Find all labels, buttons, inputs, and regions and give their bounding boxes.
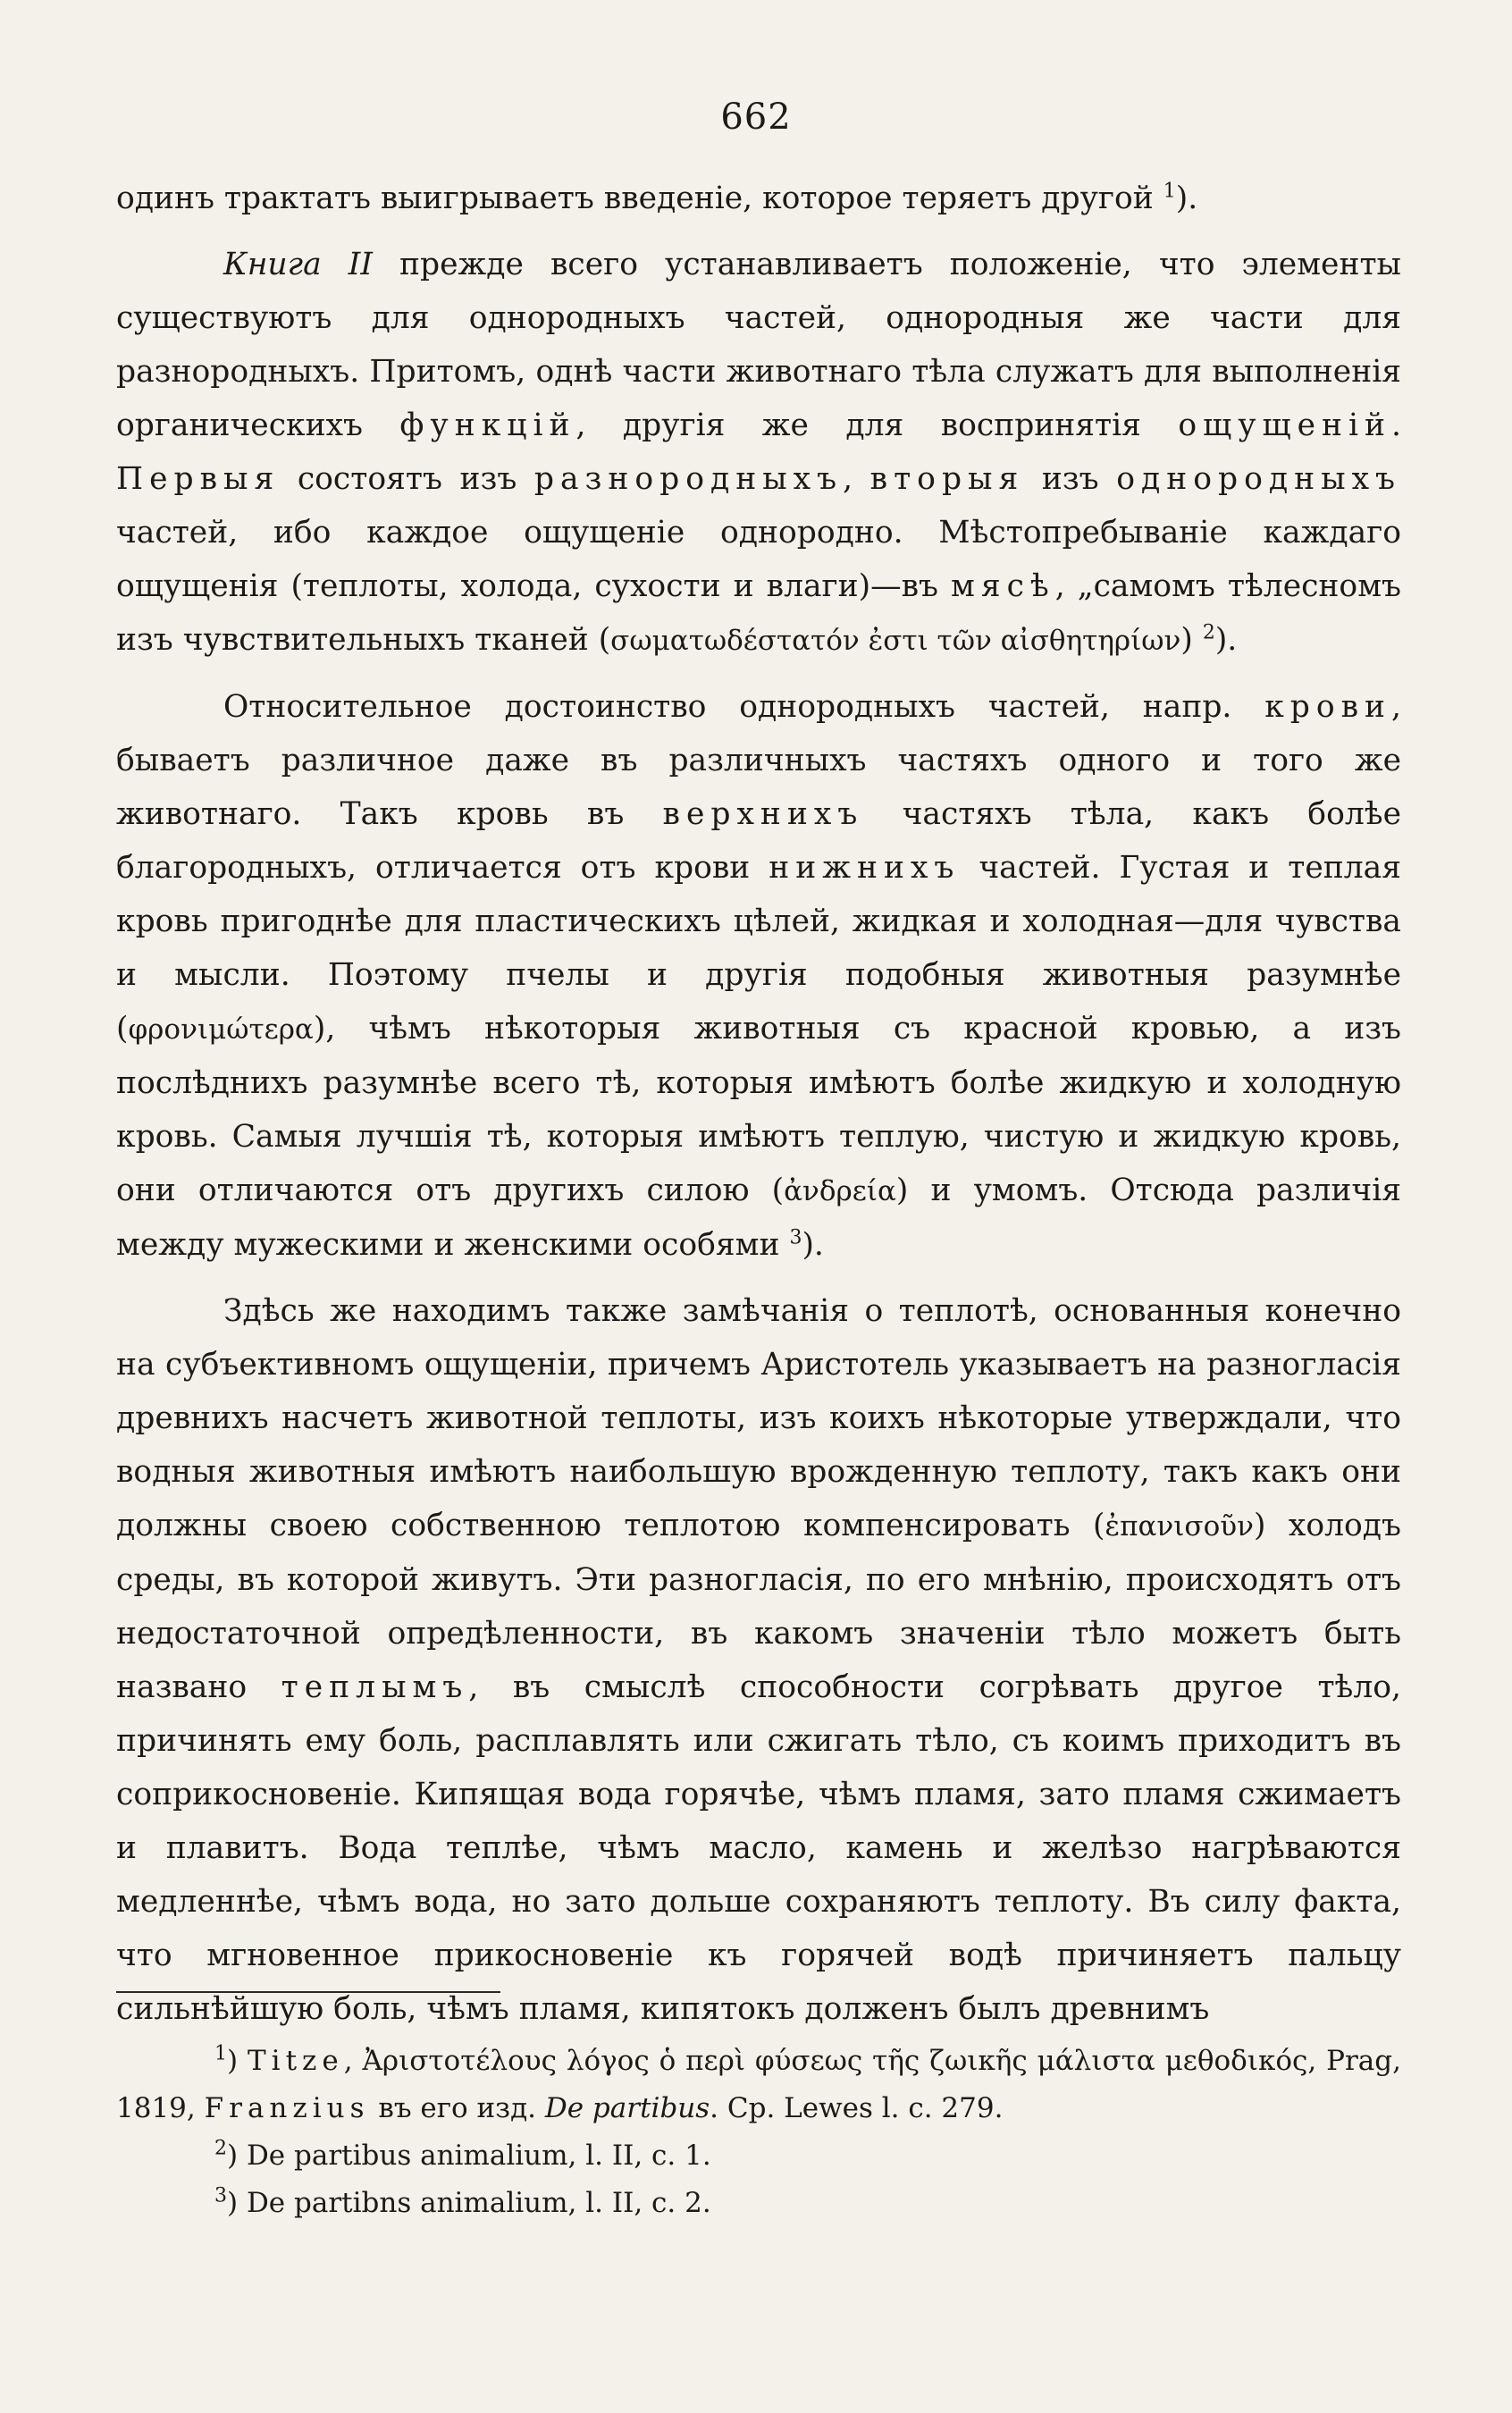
footnote	[116, 2038, 1401, 2132]
spaced-emphasis: Первыя	[116, 461, 281, 497]
text-run: , въ смыслѣ способности согрѣвать другое тѣло, причинять ему боль, расплавлять или сжигать тѣло, съ коимъ приходитъ въ соприкосновеніе. Кипящая вода горячѣе, чѣмъ пламя, зато пламя сжимаетъ и плавитъ. Вода теплѣе, чѣмъ масло, камень и желѣзо нагрѣваются медленнѣе, чѣмъ вода, но зато дольше сохраняютъ теплоту. Въ силу факта, что мгновенное прикосновеніе къ горячей водѣ причиняетъ пальцу сильнѣйшую боль, чѣмъ пламя, кипятокъ долженъ былъ древнимъ	[116, 1669, 1401, 2027]
italic-text: De partibus	[544, 2092, 710, 2124]
text-run: частей. Густая и теплая кровь пригоднѣе для пластическихъ цѣлей, жидкая и холодная—для чувства и мысли. Поэтому пчелы и другія подобныя животныя разумнѣе (	[116, 850, 1401, 1047]
spaced-emphasis: Titze	[248, 2045, 344, 2077]
paragraph	[116, 680, 1401, 1272]
footnote-ref: 1	[1163, 180, 1176, 203]
footnote	[116, 2132, 1401, 2180]
greek-phrase: φρονιμώτερα	[128, 1013, 314, 1046]
text-run: ).	[1214, 622, 1238, 658]
spaced-emphasis: мясѣ	[950, 568, 1055, 604]
footnote	[116, 2180, 1401, 2227]
spaced-emphasis: теплымъ	[281, 1669, 469, 1705]
footnotes	[116, 2038, 1401, 2227]
paragraph	[116, 238, 1401, 668]
text-run: частяхъ тѣла, какъ болѣе благородныхъ, отличается отъ крови	[116, 796, 1401, 886]
spaced-emphasis: однородныхъ	[1116, 461, 1401, 497]
spaced-emphasis: функцій	[399, 408, 576, 443]
text-run: ).	[802, 1227, 824, 1263]
text-run: . Ср. Lewes l. c. 279.	[710, 2092, 1004, 2124]
text-run: , бываетъ различное даже въ различныхъ частяхъ одного и того же животнаго. Такъ кровь въ	[116, 689, 1401, 832]
greek-phrase: σωματωδέστατόν ἐστι τῶν αἰσθητηρίων	[610, 625, 1181, 657]
page-number: 662	[720, 97, 792, 138]
text-run: , другія же для воспринятія	[575, 408, 1179, 443]
footnote-separator	[116, 1991, 500, 1993]
text-run: ,	[343, 2045, 363, 2077]
greek-phrase: Ἀριστοτέλους λόγος ὁ περὶ φύσεως τῆς ζωικῆς μάλιστα μεθοδικός	[362, 2045, 1308, 2077]
text-run: Здѣсь же находимъ также замѣчанія о теплотѣ, основанныя конечно на субъективномъ ощущеніи, причемъ Аристотель указываетъ на разногласія древнихъ насчетъ животной теплоты, изъ коихъ нѣкоторые утверждали, что водныя животныя имѣютъ наибольшую врожденную теплоту, такъ какъ они должны своею собственною теплотою компенсировать (	[116, 1293, 1401, 1543]
spaced-emphasis: Franzius	[204, 2092, 370, 2124]
text-run: прежде всего устанавливаетъ положеніе, что элементы существуютъ для однородныхъ частей, однородныя же части для разнородныхъ. Притомъ, однѣ части животнаго тѣла служатъ для выполненія органическихъ	[116, 247, 1401, 443]
spaced-emphasis: верхнихъ	[662, 796, 864, 832]
text-run: ).	[1175, 181, 1198, 216]
footnote-ref: 3	[789, 1226, 802, 1249]
paragraph	[116, 1284, 1401, 2036]
text-run: ) и умомъ. Отсюда различія между мужескими и женскими особями	[116, 1173, 1401, 1263]
paragraph	[116, 172, 1401, 225]
footnote-number: 1	[214, 2042, 227, 2065]
spaced-emphasis: разнородныхъ	[533, 461, 844, 497]
text-run: ) De partibus animalium, l. II, c. 1.	[227, 2140, 711, 2172]
footnote-number: 2	[214, 2137, 227, 2160]
spaced-emphasis: крови	[1264, 689, 1392, 725]
text-run: изъ	[1024, 461, 1117, 497]
text-run: , „самомъ тѣлесномъ изъ чувствительныхъ тканей (	[116, 568, 1401, 658]
spaced-emphasis: ощущеній	[1178, 408, 1392, 443]
italic-text: Книга II	[223, 247, 373, 282]
text-run: частей, ибо каждое ощущеніе однородно. Мѣстопребываніе каждаго ощущенія (теплоты, холода, сухости и влаги)—въ	[116, 515, 1401, 604]
greek-phrase: ἀνδρεία	[784, 1175, 896, 1207]
main-text	[116, 172, 1401, 2036]
text-run: ) холодъ среды, въ которой живутъ. Эти разногласія, по его мнѣнію, происходятъ отъ недостаточной опредѣленности, въ какомъ значеніи тѣло можетъ быть названо	[116, 1508, 1401, 1705]
text-run: )	[227, 2045, 248, 2077]
text-run: ,	[843, 461, 870, 497]
footnote-ref: 2	[1202, 621, 1215, 644]
text-run: въ его изд.	[369, 2092, 545, 2124]
text-run: .	[1391, 408, 1401, 443]
spaced-emphasis: нижнихъ	[769, 850, 961, 886]
text-run: , Prag, 1819,	[116, 2045, 1401, 2124]
footnote-number: 3	[214, 2184, 227, 2207]
text-run: Относительное достоинство однородныхъ частей, напр.	[223, 689, 1265, 725]
spaced-emphasis: вторыя	[869, 461, 1025, 497]
text-run: одинъ трактатъ выигрываетъ введеніе, которое теряетъ другой	[116, 181, 1163, 216]
text-run: ) De partibns animalium, l. II, c. 2.	[227, 2187, 711, 2219]
greek-phrase: ἐπανισοῦν	[1105, 1510, 1254, 1543]
text-run: )	[1180, 622, 1203, 658]
text-run: состоятъ изъ	[280, 461, 534, 497]
text-run: ), чѣмъ нѣкоторыя животныя съ красной кровью, а изъ послѣднихъ разумнѣе всего тѣ, которыя имѣютъ болѣе жидкую и холодную кровь. Самыя лучшія тѣ, которыя имѣютъ теплую, чистую и жидкую кровь, они отличаются отъ другихъ силою (	[116, 1011, 1401, 1208]
